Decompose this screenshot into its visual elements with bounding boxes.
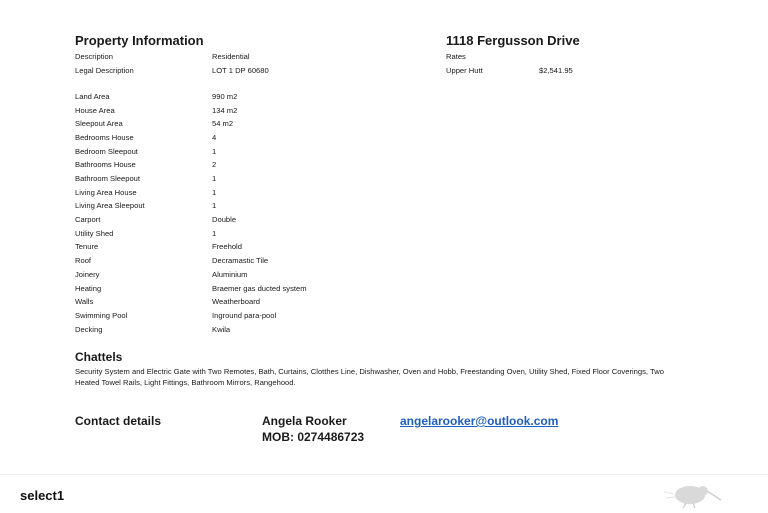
row-value: Aluminium [212,270,248,279]
row-label: Description [75,52,113,61]
rates-amount: $2,541.95 [539,66,573,75]
row-label: Bedroom Sleepout [75,147,138,156]
row-value: Freehold [212,242,242,251]
row-label: Bathroom Sleepout [75,174,141,183]
row-value: 4 [212,133,217,142]
contact-name: Angela Rooker [262,414,347,428]
row-label: Bedrooms House [75,133,134,142]
row-value: Weatherboard [212,297,260,306]
chattels-text: Security System and Electric Gate with Two Remotes, Bath, Curtains, Clotthes Line, Dishwasher, Oven and Hobb, Freestanding Oven, Utility Shed, Fixed Floor Coverings, Two Heated Towel Rails, Light Fittings, Bathroom Mirrors, Rangehood. [75,367,664,387]
row-label: Sleepout Area [75,119,123,128]
row-value: 990 m2 [212,92,238,101]
row-label: Roof [75,256,92,265]
rates-area: Upper Hutt [446,66,483,75]
row-value: Braemer gas ducted system [212,284,307,293]
contact-email-link[interactable]: angelarooker@outlook.com [400,414,559,428]
rates-label: Rates [446,52,466,61]
row-label: House Area [75,106,115,115]
row-value: 54 m2 [212,119,234,128]
row-value: 1 [212,201,217,210]
row-label: Decking [75,325,103,334]
row-value: 1 [212,229,217,238]
row-label: Carport [75,215,101,224]
row-value: Decramastic Tile [212,256,269,265]
row-label: Living Area Sleepout [75,201,145,210]
chattels-heading: Chattels [75,350,123,364]
row-label: Bathrooms House [75,160,136,169]
row-value: Inground para-pool [212,311,277,320]
row-value: Kwila [212,325,231,334]
kiwi-bird-icon [660,482,722,513]
row-label: Utility Shed [75,229,114,238]
row-value: Residential [212,52,250,61]
row-label: Legal Description [75,66,134,75]
select-label: select1 [20,488,65,503]
row-value: Double [212,215,237,224]
row-value: LOT 1 DP 60680 [212,66,269,75]
row-label: Heating [75,284,102,293]
row-label: Living Area House [75,188,137,197]
row-value: 134 m2 [212,106,238,115]
row-value: 1 [212,174,217,183]
row-value: 1 [212,147,217,156]
footer-divider [0,474,768,475]
contact-mobile: MOB: 0274486723 [262,430,365,444]
row-label: Land Area [75,92,110,101]
row-label: Walls [75,297,94,306]
row-value: 2 [212,160,217,169]
row-label: Swimming Pool [75,311,128,320]
row-value: 1 [212,188,217,197]
page-title: Property Information [75,33,204,48]
row-label: Joinery [75,270,100,279]
contact-heading: Contact details [75,414,162,428]
row-label: Tenure [75,242,99,251]
property-address: 1118 Fergusson Drive [446,33,580,48]
